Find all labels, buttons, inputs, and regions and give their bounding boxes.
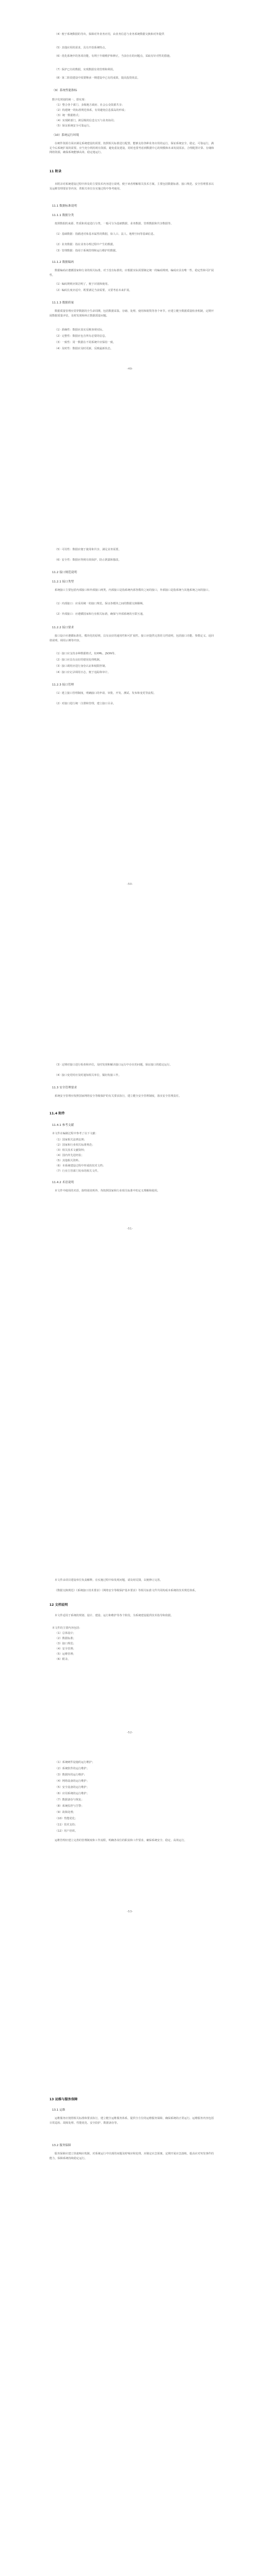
paragraph: （2）接口应具有良好的错误处理机制。	[55, 658, 102, 662]
list-item: （6）应用系统的运行维护；	[55, 1792, 89, 1795]
subsection-heading: （10）系统运行环境	[52, 134, 79, 137]
paragraph: 本文件在编制过程中参考了以下文献：	[52, 1132, 98, 1135]
paragraph: （3）管理数据：指用于系统管理和运行维护的数据。	[55, 249, 119, 252]
paragraph: （3）一致性：同一数据在不同系统中应保持一致。	[55, 341, 116, 344]
paragraph: （2）完整性：数据应包含所有必要的信息。	[55, 335, 108, 338]
list-item: （8）系统监控与告警；	[55, 1805, 84, 1808]
paragraph: 本附录对系统建设过程中涉及的主要技术内容进行说明，便于读者理解相关技术方案。主要包括数据标准、接口规范、安全管理要求以及运维管理要求等内容，供相关单位在实施过程中参考使用。	[49, 183, 214, 191]
paragraph: （1）内部接口：应采用统一的接口规范，保证各模块之间的数据交换顺畅。	[55, 602, 146, 605]
paragraph: （1）基础数据：指描述对象基本属性的数据，如人口、法人、地理空间等基础信息。	[55, 233, 157, 236]
subsection-heading: 11.2.3 接口管理	[52, 683, 74, 687]
document-page	[0, 1546, 260, 2061]
paragraph: 运维管理应建立完善的管理制度和工作流程，明确各岗位的职责和工作要求，确保系统安全、稳定、高效运行。	[55, 1839, 187, 1842]
subsection-heading: （9）系统性能指标	[52, 89, 77, 92]
paragraph: （1）接口应支持多种数据格式，如XML、JSON等。	[55, 652, 118, 655]
paragraph: 数据质量管理应贯穿数据的全生命周期，包括数据采集、存储、处理、使用和销毁等各个环节。应建立健全数据质量检查机制，定期开展数据质量评估，及时发现和纠正数据质量问题。	[49, 310, 214, 318]
list-item: （3）相关技术文献资料；	[55, 1149, 87, 1152]
paragraph: （8）第二阶段建设中需要继承一期建设中已有的成果，提高投资效益。	[55, 77, 140, 80]
page-number: -51-	[127, 1227, 133, 1230]
list-item: （4）实现跨部门、跨层级的信息交互与业务协同；	[55, 119, 116, 122]
document-page	[0, 0, 260, 515]
page-number: -52-	[127, 1731, 133, 1734]
list-item: （5）安全设备的运行维护；	[55, 1786, 89, 1789]
list-item: （1）国家相关法律法规；	[55, 1138, 87, 1141]
list-item: （4）安全管理；	[55, 1647, 76, 1651]
paragraph: 按照数据的来源、性质和用途进行分类，一般可分为基础数据、业务数据、管理数据和共享数据等。	[55, 222, 174, 225]
paragraph: 系统安全管理应按照国家网络安全等级保护的有关要求执行，建立健全安全管理制度，落实安全管理责任。	[55, 1095, 181, 1098]
subsection-heading: 11.1.2 数据编码	[52, 261, 74, 264]
section-heading: 13.2 服务保障	[52, 2144, 71, 2147]
list-item: （6）本系统建设过程中形成的技术文档；	[55, 1164, 106, 1168]
subsection-heading: 11.2.2 接口要求	[52, 626, 74, 629]
list-item: 本文件的主要内容包括：	[52, 1627, 82, 1630]
list-item: （9）故障处理；	[55, 1811, 76, 1814]
page-number: -49-	[127, 367, 133, 371]
chapter-heading: 13 运维与服务保障	[49, 2098, 78, 2101]
paragraph: （4）接口应记录调用日志，便于追踪和审计。	[55, 671, 111, 674]
document-page	[0, 2061, 260, 2576]
paragraph: （4）接口变更时应及时通知相关单位，做好衔接工作。	[55, 1074, 121, 1077]
section-heading: 11.3 安全管理要求	[52, 1086, 77, 1089]
paragraph: （5）可用性：数据应便于使用和共享，满足业务需要。	[55, 548, 121, 551]
paragraph: （6）安全性：数据应得到有效保护，防止泄露和篡改。	[55, 559, 121, 562]
list-item: （1）系统硬件设施的运行维护；	[55, 1761, 95, 1764]
paragraph: 系统接口主要包括内部接口和外部接口两类。内部接口是指系统内部各模块之间的接口，外部接口是指系统与其他系统之间的接口。	[55, 589, 211, 592]
section-heading: 11.1 数据标准说明	[52, 205, 77, 208]
paragraph: 数据编码应遵循国家和行业的相关标准，对于没有标准的，应根据实际需要制定统一的编码规则。编码应具有唯一性、稳定性和可扩展性。	[49, 269, 214, 277]
chapter-heading: 12 文档说明	[49, 1603, 68, 1607]
list-item: （12）用户培训。	[55, 1830, 77, 1833]
paragraph: （6）优化系统中的各项功能，有利于升级维护和修正，当前存在的问题点，采取有针对性的措施。	[55, 55, 173, 58]
paragraph: （2）业务数据：指在业务办理过程中产生的数据。	[55, 243, 116, 246]
list-item: （4）网络设备的运行维护；	[55, 1780, 89, 1783]
page-number: -50-	[127, 883, 133, 886]
subsection-heading: 11.2.1 接口类型	[52, 580, 74, 583]
list-item: （10）性能优化；	[55, 1817, 77, 1820]
paragraph: 《数据交换规范》《系统接口技术要求》《网络安全等级保护基本要求》等相关标准文件共同构成本系统的技术规范体系。	[55, 1589, 198, 1592]
paragraph: （1）准确性：数据应真实反映客观实际。	[55, 328, 105, 332]
subsection-heading: 11.4.1 参考文献	[52, 1124, 74, 1127]
section-heading: 11.2 接口规范说明	[52, 571, 77, 574]
list-item: 数字化规划的统一，即实现：	[52, 98, 87, 101]
list-item: （5）运维管理；	[55, 1653, 76, 1656]
paragraph: 本文件由项目建设单位负责解释。在实施过程中如发现问题，请及时反馈，以便修订完善。	[55, 1579, 163, 1582]
subsection-heading: 11.1.3 数据质量	[52, 301, 74, 304]
list-item: （6）附录。	[55, 1658, 71, 1661]
page-number: -53-	[127, 1910, 133, 1913]
list-item: （3）接口规范；	[55, 1642, 76, 1645]
chapter-heading: 11 附录	[49, 170, 62, 173]
subsection-heading: 11.1.1 数据分类	[52, 214, 74, 217]
paragraph: （1）建立接口管理制度，明确接口的申请、审批、开发、测试、发布和变更等流程。	[55, 692, 157, 695]
paragraph: 本文件中使用的术语，除特别说明外，均按照国家和行业相关标准中的定义理解和使用。	[55, 1189, 160, 1192]
document-page	[0, 515, 260, 1031]
list-item: （2）数据标准；	[55, 1637, 76, 1640]
list-item: （2）国家和行业相关标准规范；	[55, 1144, 95, 1147]
list-item: （2）构建统一的标准规范体系，有效避免信息孤岛的形成；	[55, 109, 127, 112]
list-item: （3）数据库的运行维护；	[55, 1773, 87, 1776]
list-item: （1）总体设计；	[55, 1632, 76, 1635]
list-item: （5）保证系统安全可靠运行。	[55, 124, 92, 128]
paragraph: （5）其他应用的需求，具有开放系统特点。	[55, 46, 108, 49]
paragraph: （2）外部接口：应遵循国家和行业相关标准，确保与外部系统的互联互通。	[55, 613, 146, 616]
list-item: （11）技术支持；	[55, 1823, 77, 1826]
list-item: （2）系统软件的运行维护；	[55, 1767, 89, 1770]
list-item: （5）其他相关资料。	[55, 1159, 81, 1162]
paragraph: （2）对接口进行统一注册和管理，建立接口目录。	[55, 702, 116, 705]
paragraph: （4）及时性：数据应及时更新，反映最新状态。	[55, 347, 113, 350]
paragraph: 服务保障应建立快速响应机制，对系统运行中出现的问题及时响应和处理。应制定应急预案，定期开展应急演练，提高应对突发事件的能力，保障系统持续稳定运行。	[49, 2152, 214, 2160]
paragraph: （3）接口调用应进行身份认证和权限控制。	[55, 665, 108, 668]
paragraph: （4）便于系统数据的导出，保障对外业务应用，由业务信息与业务系统数据交换和对外提供	[55, 33, 164, 36]
subsection-heading: 11.4.2 术语说明	[52, 1181, 74, 1184]
paragraph: （7）保护已有的数据，实现数据有效管理和利用。	[55, 68, 116, 71]
paragraph: （3）定期对接口进行检查和评估，及时发现和解决接口运行中存在的问题，保证接口的稳定运行。	[55, 1063, 173, 1067]
paragraph: 本文件适用于系统的规划、设计、建设、运行和维护等各个阶段，为系统建设提供技术指导和依据。	[55, 1614, 174, 1617]
list-item: （1）整合各个部门、多级地方政府、社会公众资源共享；	[55, 104, 124, 107]
paragraph: 接口设计应遵循标准化、模块化的原则，具有良好的通用性和可扩展性。接口应提供完善的文档说明，包括接口功能、参数定义、返回值说明、调用示例等内容。	[49, 635, 214, 642]
paragraph: 在硬件资源方面应满足系统建设的需要，按照相关标准进行配置，能够支持各种业务应用的运行，保证系统安全、稳定、可靠运行，满足今后系统扩展的需要。应当充分利用现有资源，避免重复建设，同时也要考虑到数据中心的规模和未来发展需求，合理配置计算、存储和网络资源，确保系统能够高效、稳定地运行。	[49, 142, 214, 154]
list-item: （3）统一数据格式；	[55, 114, 81, 117]
paragraph: （2）编码长度应适中，既要满足当前需要，又要考虑未来扩展。	[55, 289, 132, 292]
document-page	[0, 1031, 260, 1546]
paragraph: 运维服务应按照相关标准和要求执行，建立健全运维服务体系，提供全方位的运维服务保障，确保系统的正常运行。运维服务内容包括日常巡检、故障处理、性能优化、安全防护、数据备份等。	[49, 2117, 214, 2125]
section-heading: 11.4 附件	[49, 1112, 65, 1115]
list-item: （7）数据备份与恢复；	[55, 1798, 84, 1801]
list-item: （4）国内外先进经验；	[55, 1154, 84, 1157]
list-item: （7）行业主管部门发布的相关文件。	[55, 1170, 100, 1173]
paragraph: （1）编码规则应简洁明了，便于识别和使用。	[55, 283, 111, 286]
section-heading: 13.1 运维	[52, 2109, 66, 2112]
